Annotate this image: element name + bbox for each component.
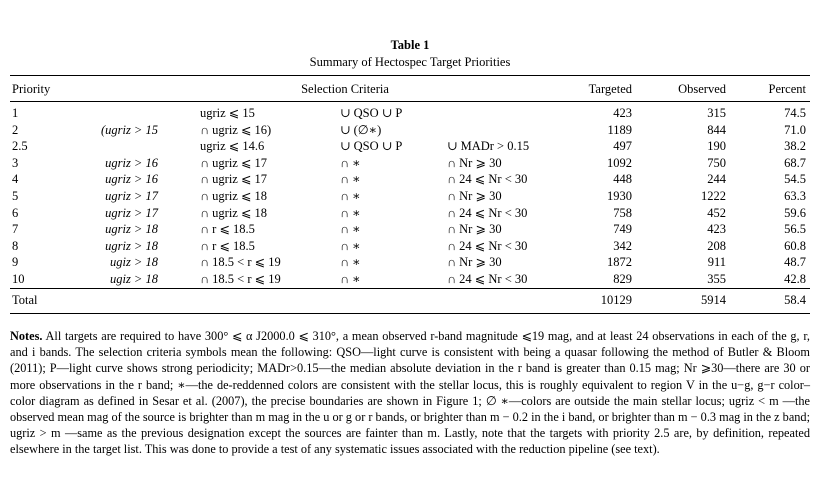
row-4-targeted: 448 [613, 172, 632, 187]
row-8-percent: 60.8 [784, 238, 806, 253]
row-10-c2: ∩ 18.5 < r ⩽ 19 [200, 272, 281, 286]
row-3-priority: 3 [12, 155, 19, 170]
row-2-observed: 844 [707, 122, 726, 137]
row-3-observed: 750 [707, 155, 726, 170]
row-8-c2: ∩ r ⩽ 18.5 [200, 238, 255, 253]
table-bottom-rule [10, 313, 810, 314]
row-9-c2: ∩ 18.5 < r ⩽ 19 [200, 255, 281, 270]
row-2.5-c2: ugriz ⩽ 14.6 [200, 139, 265, 154]
row-10-observed: 355 [707, 272, 726, 286]
row-8-c4: ∩ 24 ⩽ Nr < 30 [447, 238, 528, 253]
row-2-c3: ∪ (∅∗) [340, 122, 382, 137]
row-3-percent: 68.7 [784, 155, 806, 170]
row-1-observed: 315 [707, 106, 726, 120]
row-5-c1: ugriz > 17 [105, 189, 158, 203]
row-8-observed: 208 [707, 238, 726, 253]
row-5-targeted: 1930 [607, 189, 632, 203]
row-4-priority: 4 [12, 172, 19, 187]
row-3-c4: ∩ Nr ⩾ 30 [447, 155, 502, 170]
row-4-c3: ∩ ∗ [340, 172, 361, 187]
row-2.5-c3: ∪ QSO ∪ P [340, 139, 403, 154]
total-percent: 58.4 [784, 293, 806, 307]
row-10-c3: ∩ ∗ [340, 272, 361, 286]
notes-label: Notes. [10, 329, 43, 343]
row-7-c1: ugriz > 18 [105, 222, 158, 237]
row-7-c4: ∩ Nr ⩾ 30 [447, 222, 502, 237]
row-9-c1: ugiz > 18 [109, 255, 158, 270]
row-2-c2: ∩ ugriz ⩽ 16) [200, 122, 272, 137]
row-9-targeted: 1872 [607, 255, 632, 270]
row-3-targeted: 1092 [607, 155, 632, 170]
row-6-c4: ∩ 24 ⩽ Nr < 30 [447, 205, 528, 220]
notes-text: All targets are required to have 300° ⩽ α J2000.0 ⩽ 310°, a mean observed r-band magnitude ⩽19 mag, and at least 24 observations in each of the g, r, and i bands. The selection criteria symbols mean the following: QSO—light curve is consistent with being a quasar following the method of Butler & Bloom (2011); P—light curve shows strong periodicity; MADr>0.15—the median absolute deviation in the r band is greater than 0.15 mag; Nr ⩾30—there are 30 or more observations in the r band; ∗—the de-reddenned colors are consistent with the stellar locus, this is roughly equivalent to region V in the u−g, g−r color–color diagram as defined in Sesar et al. (2007), the precise boundaries are shown in Figure 1; ∅ ∗—colors are outside the main stellar locus; ugriz < m —the observed mean mag of the source is brighter than m mag in the u or g or r bands, or brighter than m − 0.2 in the i band, or brighter than m − 0.3 mag in the z band; ugriz > m —same as the previous designation except the sources are fainter than m. Lastly, note that the targets with priority 2.5 are, by definition, repeated elsewhere in the target list. This was done to provide a test of any systematic issues associated with the reduction pipeline (see text). [10, 329, 811, 457]
row-2.5-c4: ∪ MADr > 0.15 [447, 139, 530, 154]
row-6-targeted: 758 [613, 205, 632, 220]
row-7-observed: 423 [707, 222, 726, 237]
row-4-c4: ∩ 24 ⩽ Nr < 30 [447, 172, 528, 187]
row-2-targeted: 1189 [607, 122, 632, 137]
row-5-c4: ∩ Nr ⩾ 30 [447, 189, 502, 203]
header-selection-criteria: Selection Criteria [301, 82, 389, 96]
total-label: Total [12, 293, 38, 307]
row-6-c1: ugriz > 17 [105, 205, 158, 220]
row-8-priority: 8 [12, 238, 19, 253]
row-3-c1: ugriz > 16 [105, 155, 158, 170]
header-percent: Percent [768, 82, 806, 96]
row-8-c3: ∩ ∗ [340, 238, 361, 253]
row-5-observed: 1222 [701, 189, 726, 203]
row-7-targeted: 749 [613, 222, 632, 237]
row-10-priority: 10 [12, 272, 25, 286]
row-2.5-priority: 2.5 [12, 139, 28, 154]
row-7-c2: ∩ r ⩽ 18.5 [200, 222, 255, 237]
row-5-percent: 63.3 [784, 189, 806, 203]
row-6-c3: ∩ ∗ [340, 205, 361, 220]
row-2-percent: 71.0 [784, 122, 806, 137]
row-8-targeted: 342 [613, 238, 632, 253]
row-8-c1: ugriz > 18 [105, 238, 158, 253]
row-10-targeted: 829 [613, 272, 632, 286]
row-2-c1: (ugriz > 15 [100, 122, 158, 137]
row-2.5-percent: 38.2 [784, 139, 806, 154]
row-6-observed: 452 [707, 205, 726, 220]
row-9-c4: ∩ Nr ⩾ 30 [447, 255, 502, 270]
table-caption: Summary of Hectospec Target Priorities [309, 55, 511, 69]
row-4-percent: 54.5 [784, 172, 806, 187]
row-5-c2: ∩ ugriz ⩽ 18 [200, 189, 268, 203]
row-5-priority: 5 [12, 189, 19, 203]
header-rule [10, 101, 810, 102]
row-1-percent: 74.5 [784, 106, 806, 120]
row-10-c4: ∩ 24 ⩽ Nr < 30 [447, 272, 528, 286]
header-targeted: Targeted [588, 82, 632, 96]
row-2-priority: 2 [12, 122, 19, 137]
row-4-c1: ugriz > 16 [105, 172, 158, 187]
row-10-percent: 42.8 [784, 272, 806, 286]
row-4-observed: 244 [707, 172, 726, 187]
row-9-percent: 48.7 [784, 255, 806, 270]
row-1-priority: 1 [12, 106, 19, 120]
row-6-c2: ∩ ugriz ⩽ 18 [200, 205, 268, 220]
table-notes [10, 328, 810, 458]
row-3-c3: ∩ ∗ [340, 155, 361, 170]
row-6-percent: 59.6 [784, 205, 806, 220]
total-observed: 5914 [701, 293, 726, 307]
row-9-priority: 9 [12, 255, 19, 270]
header-observed: Observed [678, 82, 726, 96]
row-1-targeted: 423 [613, 106, 632, 120]
row-3-c2: ∩ ugriz ⩽ 17 [200, 155, 268, 170]
table-number: Table 1 [390, 38, 430, 52]
row-9-observed: 911 [707, 255, 726, 270]
row-7-c3: ∩ ∗ [340, 222, 361, 237]
row-9-c3: ∩ ∗ [340, 255, 361, 270]
row-1-c2: ugriz ⩽ 15 [200, 106, 255, 120]
row-1-c3: ∪ QSO ∪ P [340, 106, 403, 120]
row-4-c2: ∩ ugriz ⩽ 17 [200, 172, 268, 187]
row-5-c3: ∩ ∗ [340, 189, 361, 203]
row-2.5-observed: 190 [707, 139, 726, 154]
row-10-c1: ugiz > 18 [109, 272, 158, 286]
total-rule [10, 288, 810, 289]
row-7-priority: 7 [12, 222, 19, 237]
table-top-rule [10, 75, 810, 76]
header-priority: Priority [12, 82, 51, 96]
row-7-percent: 56.5 [784, 222, 806, 237]
row-2.5-targeted: 497 [613, 139, 632, 154]
total-targeted: 10129 [600, 293, 632, 307]
row-6-priority: 6 [12, 205, 19, 220]
